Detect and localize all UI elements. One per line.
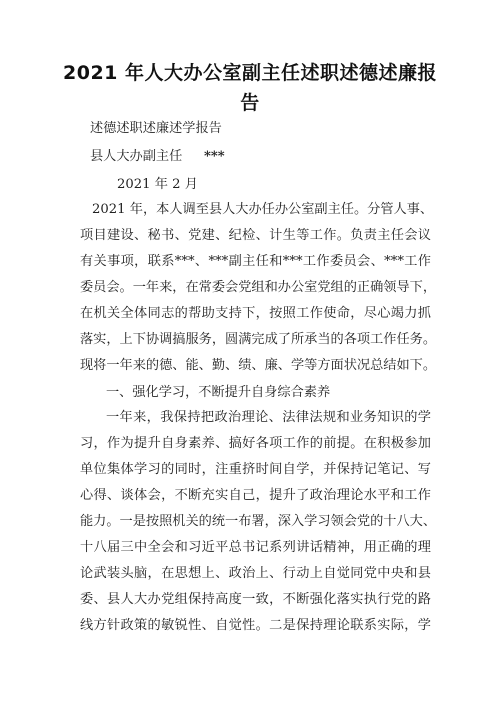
paragraph-2-line: 委、县人大办党组保持高度一致，不断强化落实执行党的路 xyxy=(80,592,431,607)
paragraph-1-line: 有关事项，联系***、***副主任和***工作委员会、***工作 xyxy=(80,254,431,269)
paragraph-2-line: 能力。一是按照机关的统一布署，深入学习领会党的十八大、 xyxy=(80,514,437,529)
report-date: 2021 年 2 月 xyxy=(117,177,198,192)
paragraph-1-line: 落实，上下协调搞服务，圆满完成了所承当的各项工作任务。 xyxy=(80,332,437,347)
paragraph-1-line: 现将一年来的德、能、勤、绩、廉、学等方面状况总结如下。 xyxy=(80,358,437,373)
paragraph-2-line: 习，作为提升自身素养、搞好各项工作的前提。在积极参加 xyxy=(80,436,431,451)
paragraph-2-line: 十八届三中全会和习近平总书记系列讲话精神，用正确的理 xyxy=(80,540,431,555)
title-line-1: 2021 年人大办公室副主任述职述德述廉报 xyxy=(63,62,437,84)
report-subtitle: 述德述职述廉述学报告 xyxy=(90,121,222,136)
paragraph-1-line: 2021 年，本人调至县人大办任办公室副主任。分管人事、 xyxy=(92,202,434,217)
paragraph-1-line: 在机关全体同志的帮助支持下，按照工作使命，尽心竭力抓 xyxy=(80,306,431,321)
paragraph-2-line: 单位集体学习的同时，注重挤时间自学，并保持记笔记、写 xyxy=(80,462,431,477)
paragraph-2-line: 一年来，我保持把政治理论、法律法规和业务知识的学 xyxy=(106,410,431,425)
paragraph-2-line: 论武装头脑，在思想上、政治上、行动上自觉同党中央和县 xyxy=(80,566,431,581)
document-title xyxy=(60,58,440,118)
author-name: *** xyxy=(204,149,225,164)
section-1-heading: 一、强化学习，不断提升自身综合素养 xyxy=(106,385,331,400)
paragraph-2-line: 线方针政策的敏锐性、自觉性。二是保持理论联系实际，学 xyxy=(80,618,431,633)
paragraph-1-line: 委员会。一年来，在常委会党组和办公室党组的正确领导下， xyxy=(80,280,437,295)
title-line-2: 告 xyxy=(240,92,260,114)
author-role: 县人大办副主任 xyxy=(90,149,183,164)
paragraph-2-line: 心得、谈体会，不断充实自己，提升了政治理论水平和工作 xyxy=(80,488,431,503)
paragraph-1-line: 项目建设、秘书、党建、纪检、计生等工作。负责主任会议 xyxy=(80,228,431,243)
